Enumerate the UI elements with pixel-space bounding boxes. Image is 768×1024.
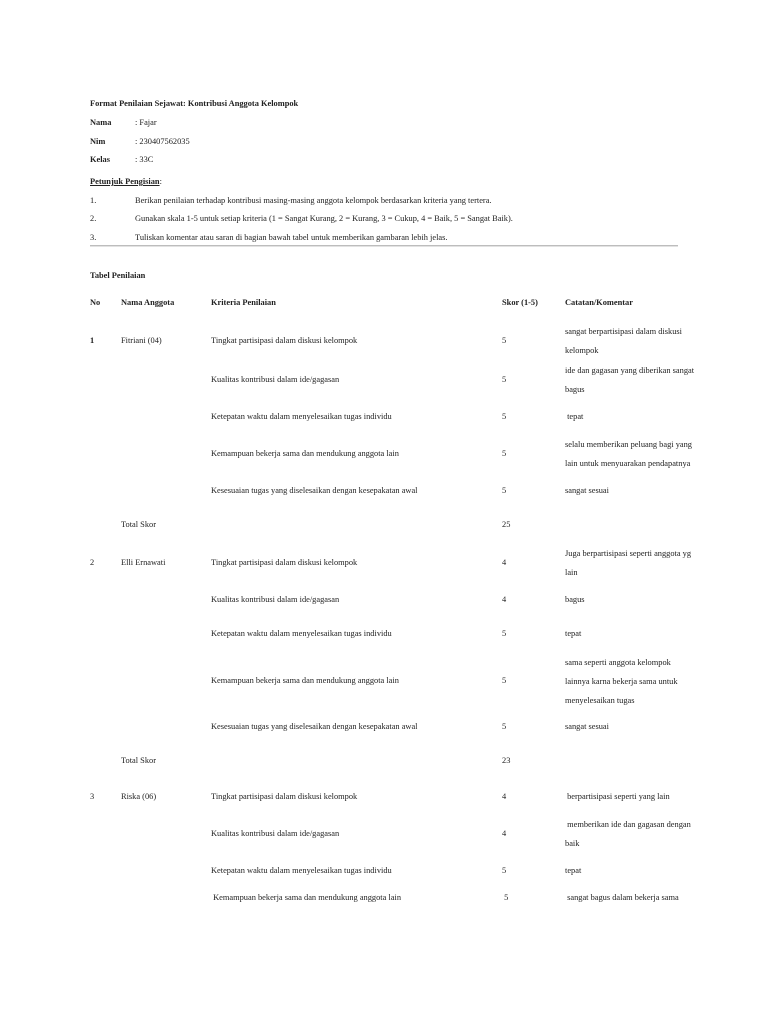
document-title: Format Penilaian Sejawat: Kontribusi Anggota Kelompok — [90, 99, 299, 108]
instruction-number: 2. — [90, 214, 97, 223]
criteria-cell: Tingkat partisipasi dalam diskusi kelompok — [211, 792, 358, 801]
header-no: No — [90, 298, 101, 307]
divider-line — [90, 245, 678, 247]
score-cell: 5 — [502, 449, 507, 458]
criteria-cell: Kemampuan bekerja sama dan mendukung anggota lain — [211, 893, 402, 902]
score-cell: 5 — [502, 722, 507, 731]
criteria-cell: Kesesuaian tugas yang diselesaikan dengan kesepakatan awal — [211, 486, 418, 495]
instruction-text: Gunakan skala 1-5 untuk setiap kriteria (1 = Sangat Kurang, 2 = Kurang, 3 = Cukup, 4 = Baik, 5 = Sangat Baik). — [135, 214, 513, 223]
score-cell: 4 — [502, 829, 507, 838]
criteria-cell: Tingkat partisipasi dalam diskusi kelompok — [211, 558, 358, 567]
score-cell: 5 — [502, 486, 507, 495]
score-cell: 4 — [502, 595, 507, 604]
comment-cell: sangat bagus dalam bekerja sama — [565, 893, 679, 902]
comment-cell: sangat berpartisipasi dalam diskusi kelompok — [565, 327, 682, 355]
member-name: Elli Ernawati — [121, 558, 166, 567]
comment-cell: sangat sesuai — [565, 722, 609, 731]
score-cell: 5 — [502, 893, 509, 902]
score-cell: 4 — [502, 792, 507, 801]
score-cell: 5 — [502, 412, 507, 421]
comment-cell: ide dan gagasan yang diberikan sangat bagus — [565, 366, 695, 394]
comment-cell: bagus — [565, 595, 585, 604]
member-no: 2 — [90, 558, 95, 567]
member-no: 3 — [90, 792, 95, 801]
instruction-number: 1. — [90, 196, 97, 205]
member-name: Fitriani (04) — [121, 336, 162, 345]
score-cell: 5 — [502, 866, 507, 875]
criteria-cell: Kualitas kontribusi dalam ide/gagasan — [211, 595, 340, 604]
identity-value-kelas: : 33C — [135, 155, 154, 164]
instructions-heading — [90, 178, 162, 186]
instructions-heading-text: Petunjuk Pengisian — [90, 177, 160, 186]
identity-value-nim: : 230407562035 — [135, 137, 190, 146]
criteria-cell: Tingkat partisipasi dalam diskusi kelompok — [211, 336, 358, 345]
comment-cell: sama seperti anggota kelompok lainnya karna bekerja sama untuk menyelesaikan tugas — [565, 658, 678, 705]
score-cell: 5 — [502, 676, 507, 685]
criteria-cell: Ketepatan waktu dalam menyelesaikan tugas individu — [211, 629, 392, 638]
instruction-number: 3. — [90, 233, 97, 242]
criteria-cell: Kualitas kontribusi dalam ide/gagasan — [211, 829, 340, 838]
comment-cell: tepat — [565, 629, 582, 638]
score-cell: 5 — [502, 375, 507, 384]
criteria-cell: Kemampuan bekerja sama dan mendukung anggota lain — [211, 676, 399, 685]
score-cell: 5 — [502, 336, 507, 345]
identity-label-kelas: Kelas — [90, 155, 111, 164]
comment-cell: tepat — [565, 412, 584, 421]
criteria-cell: Kesesuaian tugas yang diselesaikan dengan kesepakatan awal — [211, 722, 418, 731]
header-nama-anggota: Nama Anggota — [121, 298, 175, 307]
comment-cell: selalu memberikan peluang bagi yang lain untuk menyuarakan pendapatnya — [565, 440, 692, 468]
comment-cell: memberikan ide dan gagasan dengan baik — [565, 820, 693, 848]
member-name: Riska (06) — [121, 792, 157, 801]
score-cell: 4 — [502, 558, 507, 567]
comment-cell: tepat — [565, 866, 582, 875]
identity-label-nama: Nama — [90, 118, 112, 127]
criteria-cell: Kemampuan bekerja sama dan mendukung anggota lain — [211, 449, 399, 458]
identity-label-nim: Nim — [90, 137, 106, 146]
instruction-text: Tuliskan komentar atau saran di bagian bawah tabel untuk memberikan gambaran lebih jelas. — [135, 233, 448, 242]
identity-value-nama: : Fajar — [135, 118, 157, 127]
comment-cell: Juga berpartisipasi seperti anggota yg lain — [565, 549, 692, 577]
total-score: 25 — [502, 520, 511, 529]
score-cell: 5 — [502, 629, 507, 638]
header-catatan: Catatan/Komentar — [565, 298, 633, 307]
instructions-heading-colon: : — [159, 177, 162, 186]
header-skor: Skor (1-5) — [502, 298, 538, 307]
criteria-cell: Ketepatan waktu dalam menyelesaikan tugas individu — [211, 866, 392, 875]
total-score: 23 — [502, 756, 511, 765]
instruction-text: Berikan penilaian terhadap kontribusi masing-masing anggota kelompok berdasarkan kriteria yang tertera. — [135, 196, 492, 205]
header-kriteria: Kriteria Penilaian — [211, 298, 276, 307]
member-no: 1 — [90, 336, 95, 345]
comment-cell: berpartisipasi seperti yang lain — [565, 792, 670, 801]
criteria-cell: Ketepatan waktu dalam menyelesaikan tugas individu — [211, 412, 392, 421]
total-label: Total Skor — [121, 520, 157, 529]
criteria-cell: Kualitas kontribusi dalam ide/gagasan — [211, 375, 340, 384]
table-title: Tabel Penilaian — [90, 271, 146, 280]
total-label: Total Skor — [121, 756, 157, 765]
comment-cell: sangat sesuai — [565, 486, 609, 495]
